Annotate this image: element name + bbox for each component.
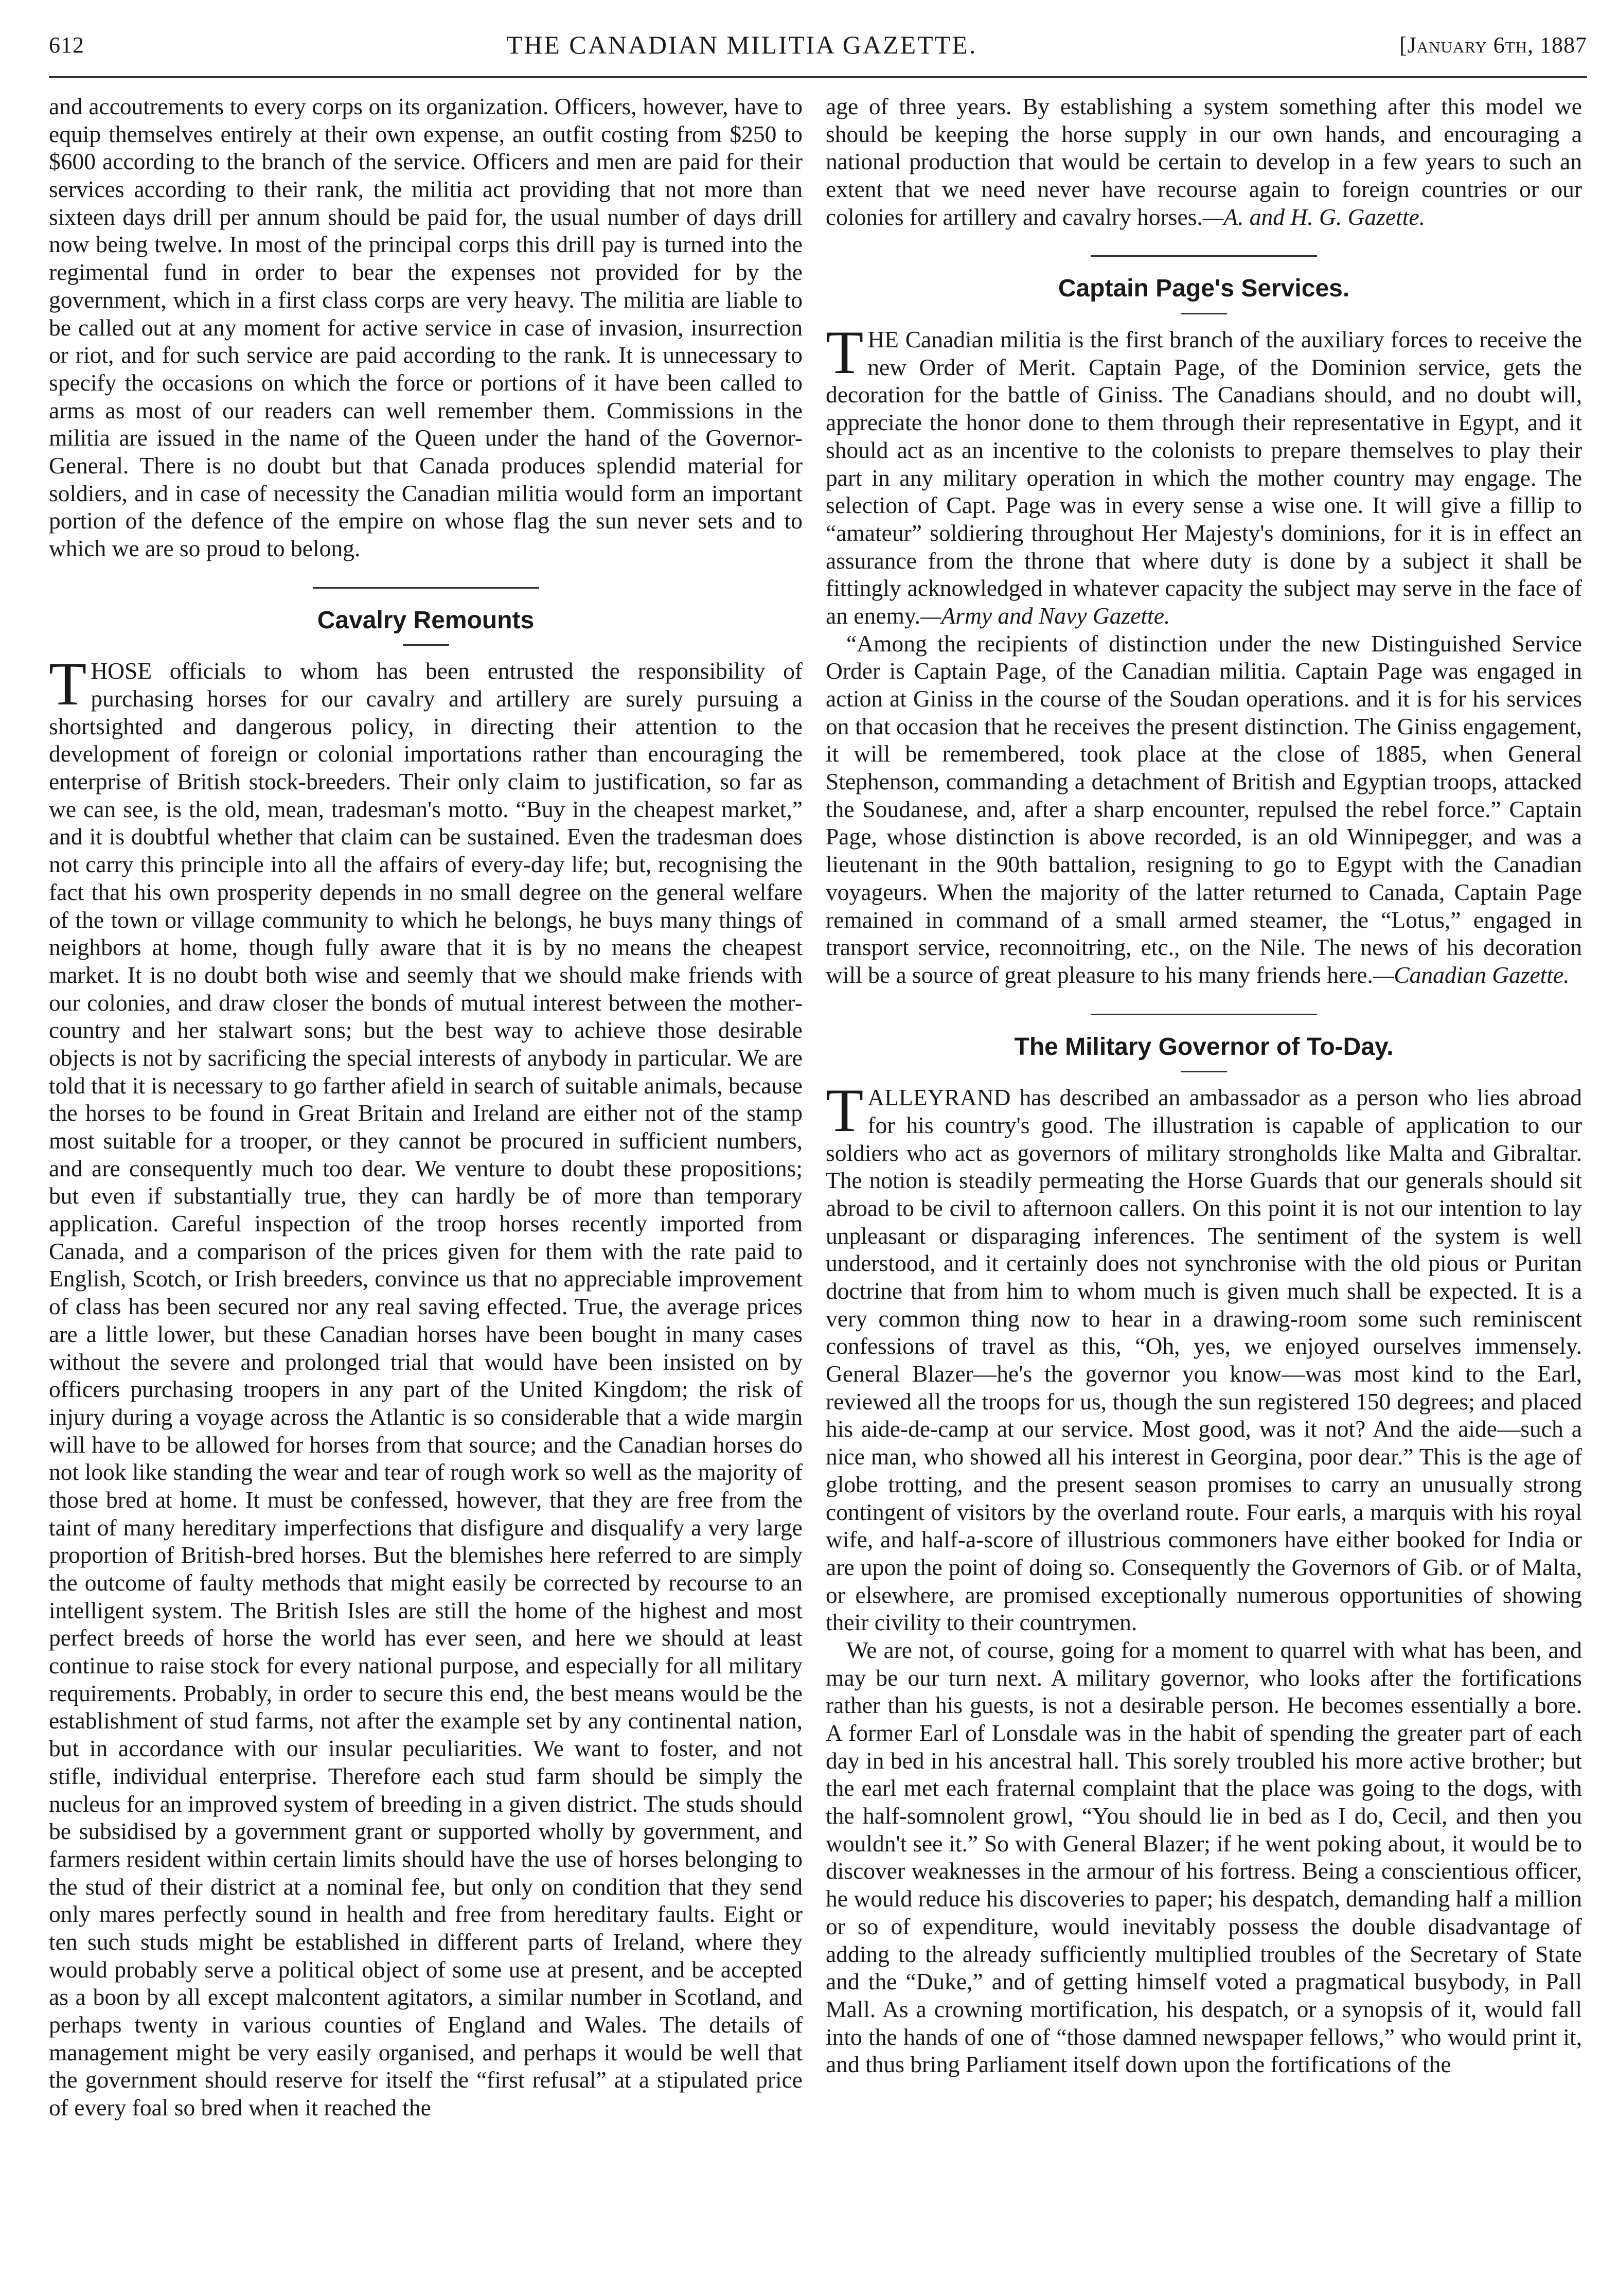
issue-date: [January 6th, 1887 [1399, 32, 1587, 58]
canadian-gazette-source: —Canadian Gazette. [1373, 961, 1570, 988]
military-governor-paragraph [826, 1076, 1582, 1636]
army-navy-gazette-source: —Army and Navy Gazette. [920, 602, 1170, 629]
captain-page-paragraph [826, 630, 1582, 989]
captain-page-text-1: HE Canadian militia is the first branch of the auxiliary forces to receive the new Order of Merit. Captain Page, of the Dominion service, gets the decoration for the battle of Giniss. The Canadians should, and no doubt will, appreciate the honor done to them through their representative in Egypt, and it should act as an incentive to the colonists to prepare themselves to play their part in any military operation in which the mother country may engage. The selection of Capt. Page was in every sense a wise one. It will give a fillip to “amateur” soldiering throughout Her Majesty's dominions, for it is in effect an assurance from the throne that where duty is done by a subject it shall be fittingly acknowledged in whatever capacity the subject may serve in the face of an enemy. [826, 326, 1582, 629]
title-underline [1181, 313, 1227, 314]
captain-page-title: Captain Page's Services. [1058, 275, 1350, 303]
title-underline [1181, 1071, 1227, 1072]
section-divider [1091, 1014, 1317, 1015]
cavalry-remounts-text: HOSE officials to whom has been entrusted the responsibility of purchasing horses for our cavalry and artillery are surely pursuing a shortsighted and dangerous policy, in directing their attention to the development of foreign or colonial importations rather than encouraging the enterprise of British stock-breeders. Their only claim to justification, so far as we can see, is the old, mean, tradesman's motto. “Buy in the cheapest market,” and it is doubtful whether that claim can be sustained. Even the tradesman does not carry this principle into all the affairs of every-day life; but, recognising the fact that his own prosperity depends in no small degree on the general welfare of the town or village community to which he belongs, he buys many things of neighbors at home, though fully aware that it is by no means the cheapest market. It is no doubt both wise and seemly that we should make friends with our colonies, and draw closer the bonds of mutual interest between the mother-country and her stalwart sons; but the best way to achieve those desirable objects is not by sacrificing the special interests of anybody in particular. We are told that it is necessary to go farther afield in search of suitable animals, because the horses to be found in Great Britain and Ireland are either not of the stamp most suitable for a trooper, or they cannot be procured in sufficient numbers, and are consequently much too dear. We venture to doubt these propositions; but even if substantially true, they can hardly be of more than temporary application. Careful inspection of the troop horses recently imported from Canada, and a comparison of the prices given for them with the rate paid to English, Scotch, or Irish breeders, convince us that no appreciable improvement of class has been secured nor any real saving effected. True, the average prices are a little lower, but these Canadian horses have been bought in many cases without the severe and prolonged trial that would have been insisted on by officers purchasing troopers in any part of the United Kingdom; the risk of injury during a voyage across the Atlantic is so considerable that a wide margin will have to be allowed for horses from that source; and the Canadian horses do not look like standing the wear and tear of rough work so well as the majority of those bred at home. It must be confessed, however, that they are free from the taint of many hereditary imperfections that disfigure and disqualify a very large proportion of British-bred horses. But the blemishes here referred to are simply the outcome of faulty methods that might easily be corrected by recourse to an intelligent system. The British Isles are still the home of the highest and most perfect breeds of horse the world has ever seen, and here we should at least continue to raise stock for every national purpose, and especially for all military requirements. Probably, in order to secure this end, the best means would be the establishment of stud farms, not after the example set by any continental nation, but in accordance with our insular peculiarities. We want to foster, and not stifle, individual enterprise. Therefore each stud farm should be simply the nucleus for an improved system of breeding in a given district. The studs should be subsidised by a government grant or supported wholly by government, and farmers resident within certain limits should have the use of horses belonging to the stud of their district at a nominal fee, but only on condition that they send only mares perfectly sound in health and free from hereditary faults. Eight or ten such studs might be established in different parts of Ireland, where they would probably serve a political object of some use at present, and be accepted as a boon by all except malcontent agitators, a similar number in Scotland, and perhaps twenty in various counties of England and Wales. The details of management might be very easily organised, and perhaps it would be well that the government should reserve for itself the “first refusal” at a stipulated price of every foal so bred when it reached the [49, 658, 803, 2121]
right-column [826, 93, 1582, 2286]
section-divider [313, 587, 539, 589]
section-divider [1091, 255, 1317, 257]
captain-page-paragraph [826, 318, 1582, 630]
cavalry-continued-text: age of three years. By establishing a system something after this model we should be keeping the horse supply in our own hands, and encouraging a national production that would be certain to develop in a few years to such an extent that we need never have recourse again to foreign countries or our colonies for artillery and cavalry horses. [826, 93, 1582, 230]
cavalry-remounts-continued [826, 93, 1582, 231]
drop-cap: T [826, 1076, 864, 1145]
cavalry-remounts-title: Cavalry Remounts [317, 606, 535, 634]
military-governor-text-1: ALLEYRAND has described an ambassador as a person who lies abroad for his country's good. The illustration is capable of application to our soldiers who act as governors of military strongholds like Malta and Gibraltar. The notion is steadily permeating the Horse Guards that our generals should sit abroad to be civil to afternoon callers. On this point it is not our intention to lay unpleasant or disparaging inferences. The sentiment of the system is well understood, and it certainly does not synchronise with the old pious or Puritan doctrine that from him to whom much is given much shall be expected. It is a very common thing now to hear in a drawing-room some such reminiscent confessions of travel as this, “Oh, yes, we enjoyed ourselves immensely. General Blazer—he's the governor you know—was most kind to the Earl, reviewed all the troops for us, though the sun registered 150 degrees; and placed his aide-de-camp at our service. Most good, was it not? And the aide—such a nice man, who showed all his interest in Georgina, poor dear.” This is the age of globe trotting, and the present season promises to carry an unusually strong contingent of visitors by the overland route. Four earls, a marquis with his royal wife, and half-a-score of illustrious commoners have either booked for India or are upon the point of doing so. Consequently the Governors of Gib. or of Malta, or elsewhere, are promised exceptionally numerous opportunities of showing their civility to their countrymen. [826, 1084, 1582, 1636]
drop-cap: T [826, 318, 864, 387]
masthead-title: THE CANADIAN MILITIA GAZETTE. [506, 30, 977, 59]
cavalry-remounts-body [49, 649, 803, 2121]
cavalry-source: —A. and H. G. Gazette. [1202, 203, 1425, 230]
page-header [49, 22, 1587, 68]
header-rule [49, 76, 1587, 78]
left-column [49, 93, 803, 2286]
title-underline [403, 644, 449, 646]
military-governor-paragraph: We are not, of course, going for a moment to quarrel with what has been, and may be our turn next. A military governor, who looks after the fortifications rather than his guests, is not a desirable person. He becomes essentially a bore. A former Earl of Lonsdale was in the habit of spending the greater part of each day in bed in his ancestral hall. This sorely troubled his more active brother; but the earl met each fraternal complaint that the place was going to the dogs, with the half-somnolent growl, “You should lie in bed as I do, Cecil, and then you wouldn't see it.” So with General Blazer; if he went poking about, it would be to discover weaknesses in the armour of his fortress. Being a conscientious officer, he would reduce his discoveries to paper; his despatch, demanding half a million or so of expenditure, would inevitably possess the double disadvantage of adding to the already sufficiently multiplied troubles of the Secretary of State and the “Duke,” and of getting himself voted a pragmatical busybody, in Pall Mall. As a crowning mortification, his despatch, or a synopsis of it, would fall into the hands of one of “those damned newspaper fellows,” who would print it, and thus bring Parliament itself down upon the fortifications of the [826, 1636, 1582, 2078]
captain-page-text-2: “Among the recipients of distinction under the new Distinguished Service Order is Captain Page, of the Canadian militia. Captain Page was engaged in action at Giniss in the course of the Soudan operations. and it is for his services on that occasion that he receives the present distinction. The Giniss engagement, it will be remembered, took place at the close of 1885, when General Stephenson, commanding a detachment of British and Egyptian troops, attacked the Soudanese, and, after a sharp encounter, repulsed the rebel force.” Captain Page, whose distinction is above recorded, is an old Winnipegger, and was a lieutenant in the 90th battalion, resigning to go to Egypt with the Canadian voyageurs. When the majority of the latter returned to Canada, Captain Page remained in command of a small armed steamer, the “Lotus,” engaged in transport service, reconnoitring, etc., on the Nile. The news of his decoration will be a source of great pleasure to his many friends here. [826, 630, 1582, 988]
page-number: 612 [49, 32, 84, 58]
military-governor-title: The Military Governor of To-Day. [1014, 1033, 1394, 1061]
drop-cap: T [49, 649, 87, 718]
article-continuation-text: and accoutrements to every corps on its organization. Officers, however, have to equip themselves entirely at their own expense, an outfit costing from $250 to $600 according to the branch of the service. Officers and men are paid for their services according to their rank, the militia act providing that not more than sixteen days drill per annum should be paid for, the usual number of days drill now being twelve. In most of the principal corps this drill pay is turned into the regimental fund in order to bear the expenses not provided for by the government, which in a first class corps are very heavy. The militia are liable to be called out at any moment for active service in case of invasion, insurrection or riot, and for such service are paid according to the rank. It is unnecessary to specify the occasions on which the force or portions of it have been called to arms as most of our readers can well remember them. Commissions in the militia are issued in the name of the Queen under the hand of the Governor-General. There is no doubt but that Canada produces splendid material for soldiers, and in case of necessity the Canadian militia would form an important portion of the defence of the empire on whose flag the sun never sets and to which we are so proud to belong. [49, 93, 803, 561]
